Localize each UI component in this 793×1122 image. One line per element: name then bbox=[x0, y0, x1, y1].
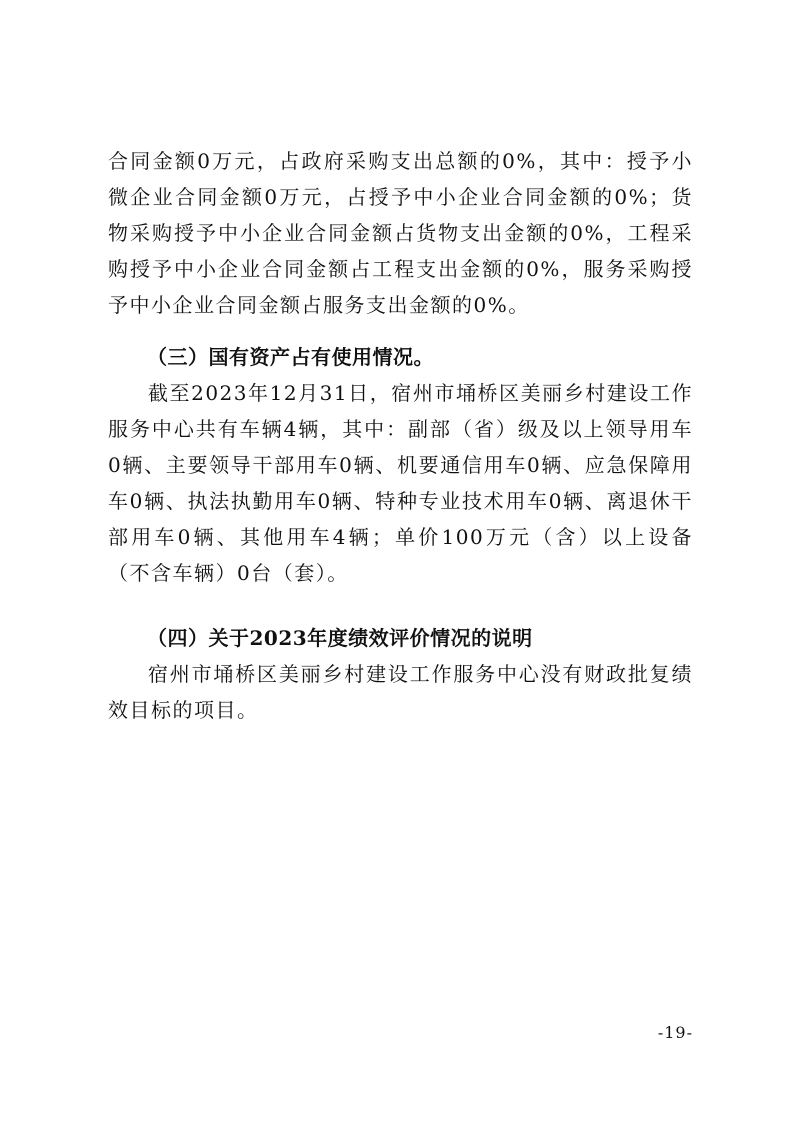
paragraph-procurement-continued: 合同金额0万元，占政府采购支出总额的0%，其中：授予小微企业合同金额0万元，占授予中小企业合同金额的0%；货物采购授予中小企业合同金额占货物支出金额的0%，工程采购授予中小企业合同金额占工程支出金额的0%，服务采购授予中小企业合同金额占服务支出金额的0%。 bbox=[108, 149, 693, 317]
paragraph-performance-evaluation: 宿州市埇桥区美丽乡村建设工作服务中心没有财政批复绩效目标的项目。 bbox=[108, 662, 693, 722]
page-number: -19- bbox=[657, 1023, 693, 1042]
section-heading-performance-evaluation: （四）关于2023年度绩效评价情况的说明 bbox=[147, 626, 533, 650]
section-heading-state-assets: （三）国有资产占有使用情况。 bbox=[147, 345, 434, 369]
paragraph-state-assets: 截至2023年12月31日，宿州市埇桥区美丽乡村建设工作服务中心共有车辆4辆，其中：副部（省）级及以上领导用车0辆、主要领导干部用车0辆、机要通信用车0辆、应急保障用车0辆、执法执勤用车0辆、特种专业技术用车0辆、离退休干部用车0辆、其他用车4辆；单价100万元（含）以上设备（不含车辆）0台（套）。 bbox=[108, 381, 693, 585]
